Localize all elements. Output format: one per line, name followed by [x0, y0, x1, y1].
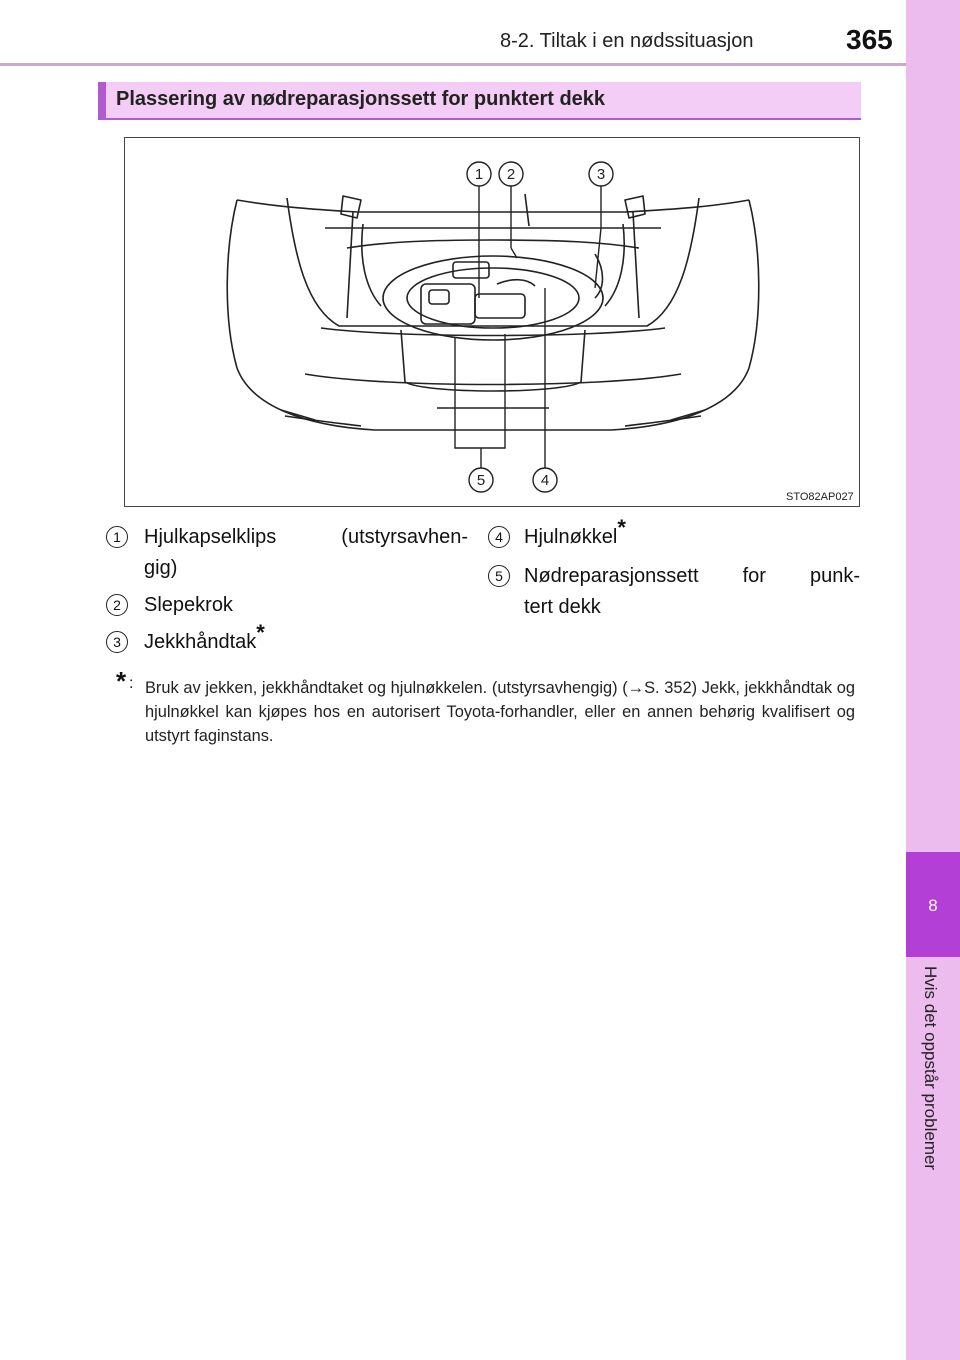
legend-label-3: Jekkhåndtak: [144, 631, 257, 653]
callout-2: 2: [506, 166, 516, 183]
header-section-title: 8-2. Tiltak i en nødssituasjon: [500, 30, 754, 52]
legend-item-5: [488, 561, 860, 625]
callout-3: 3: [596, 166, 606, 183]
legend-number-1: 1: [106, 526, 128, 548]
legend-text-5-cont: tert dekk: [524, 596, 601, 618]
section-heading: Plassering av nødreparasjonssett for punktert dekk: [116, 88, 606, 110]
legend-text-1-cont: gig): [144, 557, 178, 579]
legend-text-3: [144, 620, 265, 658]
header-divider: [0, 63, 906, 66]
legend-item-1: [106, 522, 468, 586]
chapter-title: Hvis det oppstår problemer: [921, 966, 940, 1171]
chapter-number: 8: [928, 896, 938, 915]
legend-item-3: [106, 620, 468, 659]
footnote-colon: :: [129, 675, 134, 692]
legend-text-2: Slepekrok: [144, 594, 233, 616]
legend-number-2: 2: [106, 594, 128, 616]
legend-number-3: 3: [106, 631, 128, 653]
car-trunk-illustration: [125, 138, 861, 508]
callout-4: 4: [540, 472, 550, 489]
legend-text-4: [524, 515, 626, 553]
footnote-text: Bruk av jekken, jekkhåndtaket og hjulnøkkelen. (utstyrsavhengig) (→S. 352) Jekk, jekkhåndtak og hjulnøkkel kan kjøpes hos en autorisert Toyota-forhandler, eller en annen behørig kvalifisert og utstyrt faginstans.: [145, 679, 855, 745]
section-heading-underline: [98, 118, 861, 120]
legend-number-4: 4: [488, 526, 510, 548]
legend-item-4: [488, 515, 860, 554]
legend-number-5: 5: [488, 565, 510, 587]
figure-code: STO82AP027: [786, 491, 854, 503]
figure-frame: [124, 137, 860, 507]
callout-1: 1: [474, 166, 484, 183]
legend-text-5: Nødreparasjonssett for punk-: [524, 565, 860, 587]
footnote-star: *: [617, 515, 626, 540]
legend-item-2: [106, 590, 468, 622]
legend-text-1: Hjulkapselklips (utstyrsavhen-: [144, 526, 468, 548]
legend-label-4: Hjulnøkkel: [524, 526, 618, 548]
footnote-marker: *: [116, 666, 127, 696]
page-number: 365: [846, 24, 893, 55]
footnote-star: *: [256, 620, 265, 645]
callout-5: 5: [476, 472, 486, 489]
